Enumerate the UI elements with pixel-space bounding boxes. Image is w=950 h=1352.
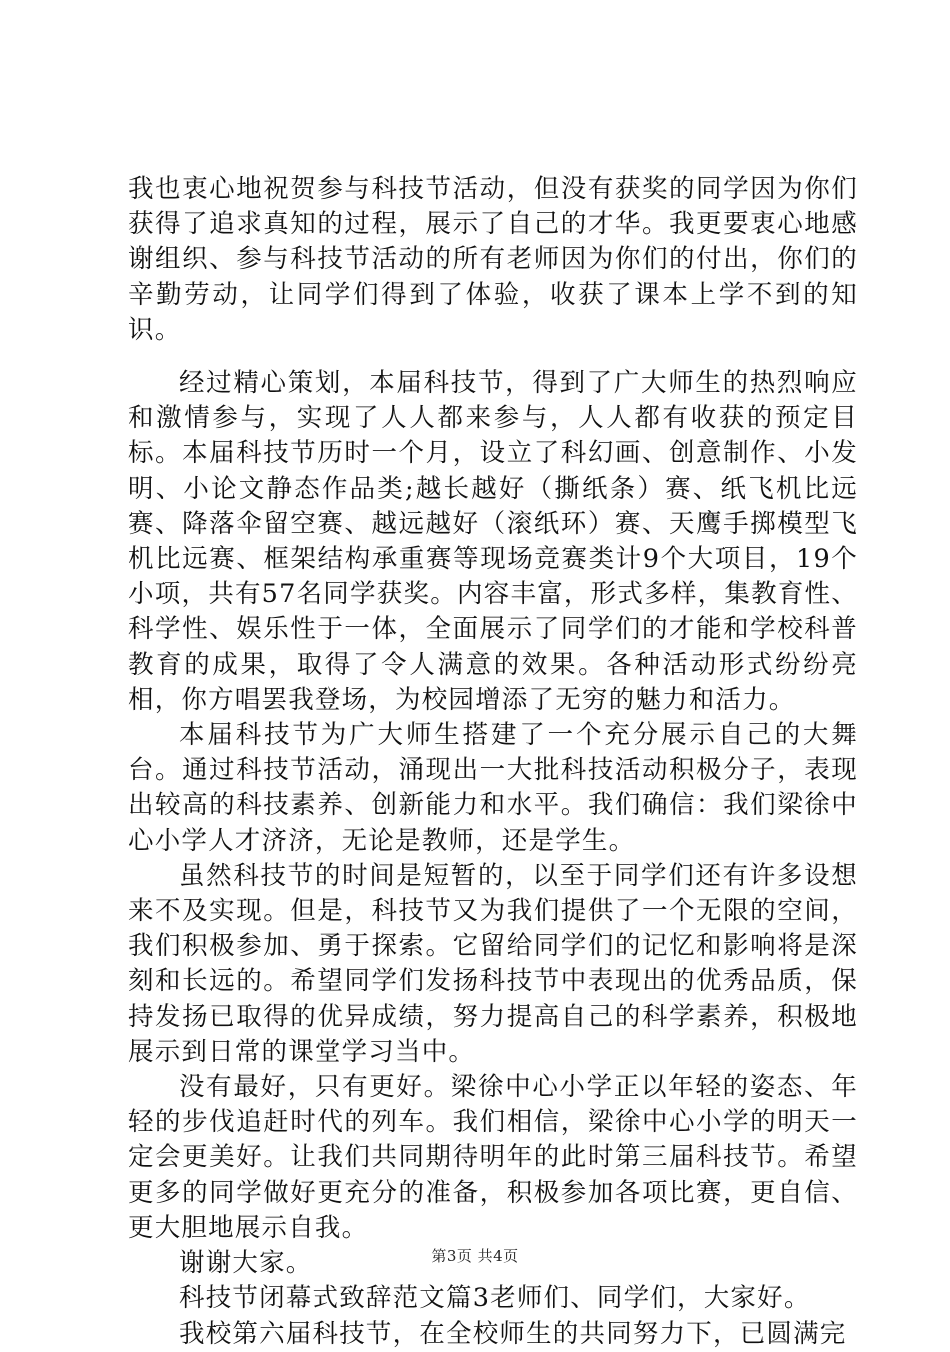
paragraph-1: 我也衷心地祝贺参与科技节活动，但没有获奖的同学因为你们获得了追求真知的过程，展示了自己的才华。我更要衷心地感谢组织、参与科技节活动的所有老师因为你们的付出，你们的辛勤劳动，让同学们得到了体验，收获了课本上学不到的知识。	[128, 174, 858, 345]
paragraph-3: 本届科技节为广大师生搭建了一个充分展示自己的大舞台。通过科技节活动，涌现出一大批科技活动积极分子，表现出较高的科技素养、创新能力和水平。我们确信：我们梁徐中心小学人才济济，无论是教师，还是学生。	[128, 720, 858, 856]
paragraph-7: 科技节闭幕式致辞范文篇3老师们、同学们，大家好。	[179, 1283, 811, 1314]
paragraph-5: 没有最好，只有更好。梁徐中心小学正以年轻的姿态、年轻的步伐追赶时代的列车。我们相信，梁徐中心小学的明天一定会更美好。让我们共同期待明年的此时第三届科技节。希望更多的同学做好更充分的准备，积极参加各项比赛，更自信、更大胆地展示自我。	[128, 1072, 858, 1243]
paragraph-6: 谢谢大家。	[179, 1248, 313, 1279]
paragraph-8: 我校第六届科技节，在全校师生的共同努力下，已圆满完	[179, 1318, 847, 1349]
paragraph-2: 经过精心策划，本届科技节，得到了广大师生的热烈响应和激情参与，实现了人人都来参与，人人都有收获的预定目标。本届科技节历时一个月，设立了科幻画、创意制作、小发明、小论文静态作品类;越长越好（撕纸条）赛、纸飞机比远赛、降落伞留空赛、越远越好（滚纸环）赛、天鹰手掷模型飞机比远赛、框架结构承重赛等现场竞赛类计9个大项目，19个小项，共有57名同学获奖。内容丰富，形式多样，集教育性、科学性、娱乐性于一体，全面展示了同学们的才能和学校科普教育的成果，取得了令人满意的效果。各种活动形式纷纷亮相，你方唱罢我登场，为校园增添了无穷的魅力和活力。	[128, 368, 858, 715]
page-footer: 第3页 共4页	[431, 1247, 519, 1265]
paragraph-4: 虽然科技节的时间是短暂的，以至于同学们还有许多设想来不及实现。但是，科技节又为我们提供了一个无限的空间，我们积极参加、勇于探索。它留给同学们的记忆和影响将是深刻和长远的。希望同学们发扬科技节中表现出的优秀品质，保持发扬已取得的优异成绩，努力提高自己的科学素养，积极地展示到日常的课堂学习当中。	[128, 860, 858, 1067]
document-body	[128, 172, 858, 1352]
paragraph-gap	[128, 348, 858, 366]
